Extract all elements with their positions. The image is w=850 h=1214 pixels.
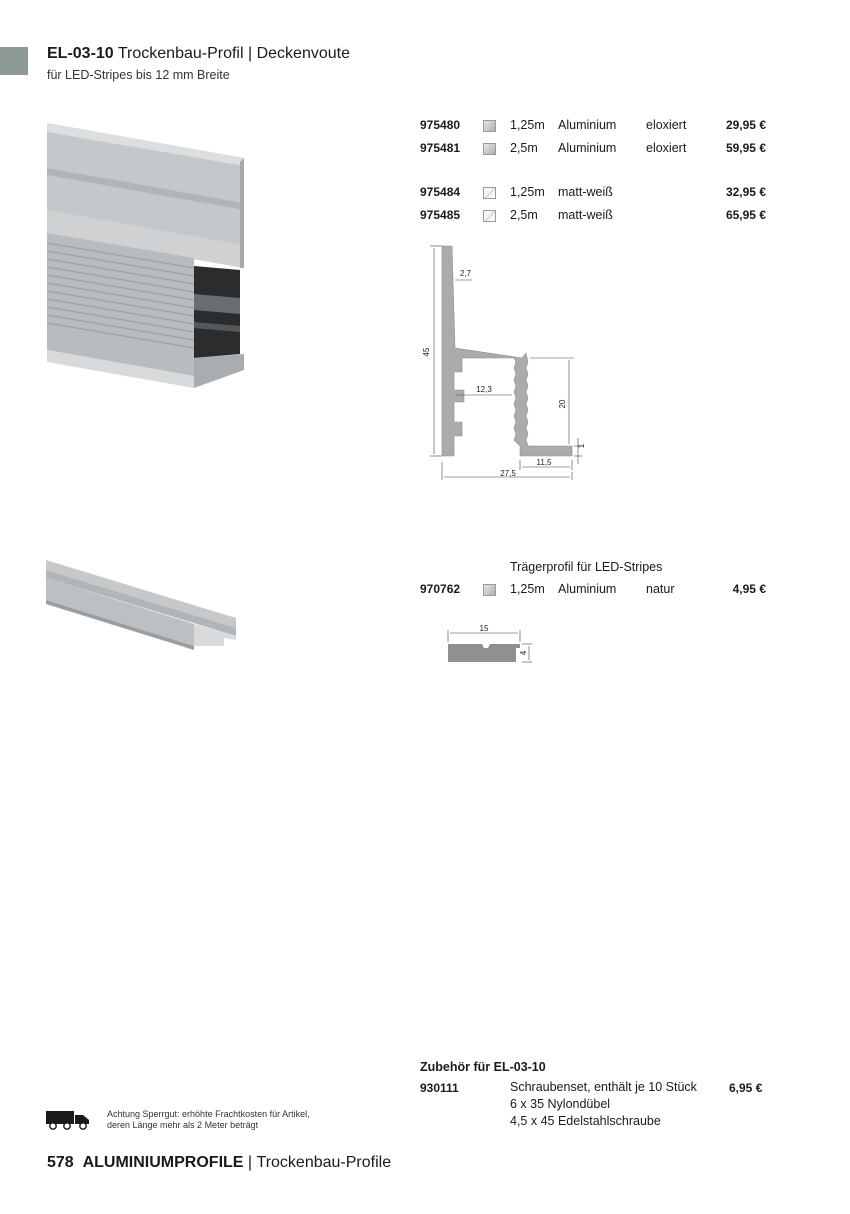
product-row	[420, 208, 770, 226]
dim-height-label: 45	[422, 347, 431, 357]
accessory-description: Schraubenset, enthält je 10 Stück	[510, 1080, 697, 1094]
carrier-dim-width-label: 15	[479, 624, 489, 633]
profile-photo	[44, 118, 250, 394]
profile-cross-section	[412, 240, 592, 486]
finish-swatch-icon	[483, 120, 496, 132]
product-row	[420, 582, 770, 600]
truck-icon	[46, 1110, 90, 1130]
product-row	[420, 141, 770, 159]
accessory-article-number: 930111	[420, 1081, 459, 1095]
product-material: Aluminium	[558, 582, 617, 596]
finish-swatch-icon	[483, 584, 496, 596]
product-material: matt-weiß	[558, 208, 613, 222]
page-title	[47, 45, 350, 63]
product-length: 1,25m	[510, 582, 545, 596]
product-row	[420, 185, 770, 203]
product-material: Aluminium	[558, 141, 617, 155]
accessory-price: 6,95 €	[729, 1081, 763, 1095]
page-footer: 578 ALUMINIUMPROFILE | Trockenbau-Profile	[47, 1154, 392, 1171]
article-number: 975481	[420, 141, 461, 155]
product-price: 4,95 €	[732, 582, 766, 596]
product-price: 29,95 €	[725, 118, 766, 132]
carrier-caption: Trägerprofil für LED-Stripes	[510, 560, 663, 574]
product-finish: eloxiert	[646, 141, 687, 155]
finish-swatch-icon	[483, 143, 496, 155]
product-length: 1,25m	[510, 118, 545, 132]
footer-subsection: Trockenbau-Profile	[256, 1154, 392, 1171]
product-finish: eloxiert	[646, 118, 687, 132]
dim-wall-label: 2,7	[460, 269, 472, 278]
dim-depth-label: 20	[558, 399, 567, 409]
carrier-dim-height-label: 4	[519, 650, 528, 656]
product-material: matt-weiß	[558, 185, 613, 199]
article-number: 975485	[420, 208, 461, 222]
product-length: 2,5m	[510, 141, 538, 155]
product-price: 59,95 €	[725, 141, 766, 155]
accessory-description: 4,5 x 45 Edelstahlschraube	[510, 1114, 661, 1128]
product-row	[420, 118, 770, 136]
page-number: 578	[47, 1154, 74, 1171]
product-price: 65,95 €	[725, 208, 766, 222]
product-title: Trockenbau-Profil | Deckenvoute	[117, 45, 350, 62]
bulky-goods-note	[107, 1109, 367, 1131]
dim-channel-label: 12,3	[476, 385, 492, 394]
carrier-cross-section	[440, 620, 540, 668]
accessory-heading: Zubehör für EL-03-10	[420, 1060, 546, 1074]
dim-lip-label: 1	[577, 443, 586, 449]
product-length: 1,25m	[510, 185, 545, 199]
note-line: Achtung Sperrgut: erhöhte Frachtkosten für Artikel,	[107, 1109, 310, 1119]
note-line: deren Länge mehr als 2 Meter beträgt	[107, 1120, 259, 1130]
product-length: 2,5m	[510, 208, 538, 222]
finish-swatch-icon	[483, 210, 496, 222]
dim-width-label: 27,5	[500, 469, 516, 478]
footer-section: ALUMINIUMPROFILE	[82, 1154, 244, 1171]
article-number: 970762	[420, 582, 461, 596]
section-tab-marker	[0, 47, 28, 75]
product-price: 32,95 €	[725, 185, 766, 199]
product-material: Aluminium	[558, 118, 617, 132]
carrier-profile-photo	[44, 556, 240, 652]
product-finish: natur	[646, 582, 675, 596]
article-number: 975480	[420, 118, 461, 132]
dim-foot-label: 11,5	[536, 458, 552, 467]
article-number: 975484	[420, 185, 461, 199]
page-subtitle: für LED-Stripes bis 12 mm Breite	[47, 68, 230, 82]
product-code: EL-03-10	[47, 45, 114, 62]
finish-swatch-icon	[483, 187, 496, 199]
accessory-description: 6 x 35 Nylondübel	[510, 1097, 611, 1111]
